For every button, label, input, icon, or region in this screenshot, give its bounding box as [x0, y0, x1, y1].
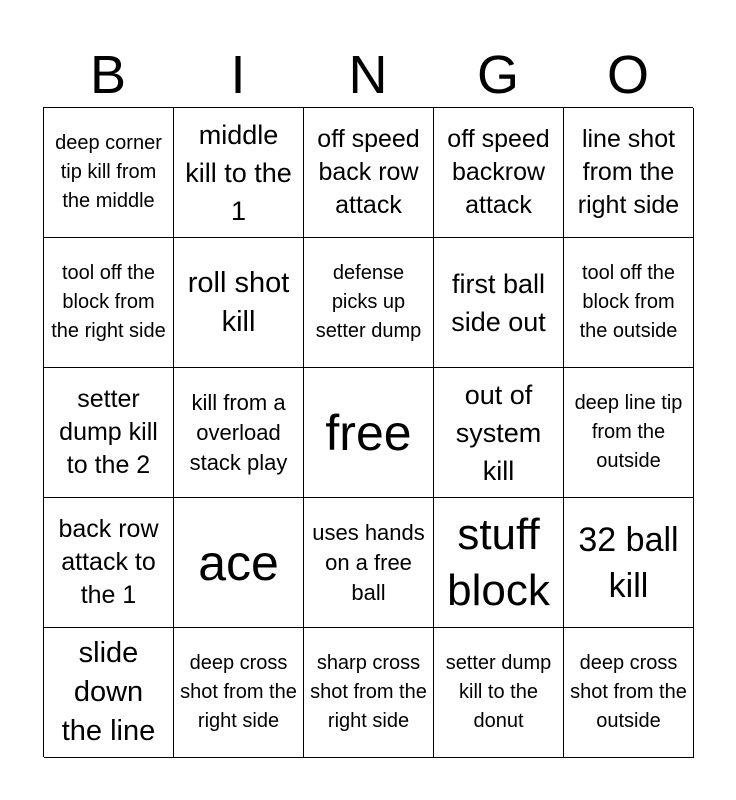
cell-text: stuff block [447, 509, 550, 615]
cell-text: roll shot kill [187, 266, 290, 338]
cell-text: off speed back row attack [317, 125, 420, 219]
cell-text: uses hands on a free ball [312, 519, 425, 605]
cell-text: kill from a overload stack play [189, 389, 288, 475]
header-letter-g: G [476, 45, 519, 105]
cell-text: deep cross shot from the outside [570, 652, 687, 732]
cell-text: line shot from the right side [577, 125, 680, 219]
cell-text: setter dump kill to the 2 [59, 385, 158, 479]
header-letter-o: O [606, 45, 649, 105]
cell-text: deep cross shot from the right side [180, 652, 297, 732]
bingo-cell[interactable] [564, 368, 694, 498]
cell-text: sharp cross shot from the right side [310, 652, 427, 732]
bingo-cell[interactable] [304, 108, 434, 238]
cell-text: setter dump kill to the donut [445, 652, 552, 732]
cell-text: back row attack to the 1 [58, 515, 159, 609]
bingo-cell[interactable] [304, 238, 434, 368]
bingo-cell[interactable] [434, 368, 564, 498]
bingo-card-grid [43, 107, 693, 757]
bingo-cell[interactable] [564, 238, 694, 368]
cell-text: free [325, 404, 412, 461]
cell-text: defense picks up setter dump [315, 262, 422, 342]
cell-text: off speed backrow attack [447, 125, 550, 219]
cell-text: deep corner tip kill from the middle [55, 132, 162, 212]
header-letter-n: N [348, 45, 388, 105]
bingo-cell[interactable] [174, 628, 304, 758]
bingo-cell[interactable] [44, 368, 174, 498]
bingo-cell[interactable] [174, 238, 304, 368]
bingo-cell[interactable] [434, 628, 564, 758]
bingo-cell[interactable] [174, 368, 304, 498]
cell-text: tool off the block from the outside [579, 262, 678, 342]
bingo-cell[interactable] [564, 498, 694, 628]
bingo-cell[interactable] [44, 498, 174, 628]
bingo-cell[interactable] [304, 498, 434, 628]
cell-text: 32 ball kill [578, 520, 679, 605]
cell-text: middle kill to the 1 [185, 119, 292, 226]
bingo-cell[interactable] [174, 108, 304, 238]
bingo-cell[interactable] [44, 628, 174, 758]
cell-text: ace [198, 534, 279, 591]
cell-text: out of system kill [455, 379, 542, 486]
header-letter-i: I [230, 45, 246, 105]
bingo-header [43, 44, 693, 106]
cell-text: first ball side out [451, 268, 546, 337]
bingo-cell[interactable] [564, 628, 694, 758]
bingo-cell[interactable] [174, 498, 304, 628]
cell-text: slide down the line [61, 637, 156, 747]
bingo-cell[interactable] [44, 238, 174, 368]
header-letter-b: B [89, 45, 127, 105]
bingo-cell[interactable] [44, 108, 174, 238]
bingo-cell[interactable] [304, 628, 434, 758]
cell-text: deep line tip from the outside [574, 392, 683, 472]
bingo-cell[interactable] [434, 498, 564, 628]
cell-text: tool off the block from the right side [51, 262, 166, 342]
bingo-cell-free[interactable] [304, 368, 434, 498]
bingo-cell[interactable] [434, 238, 564, 368]
bingo-cell[interactable] [434, 108, 564, 238]
bingo-cell[interactable] [564, 108, 694, 238]
